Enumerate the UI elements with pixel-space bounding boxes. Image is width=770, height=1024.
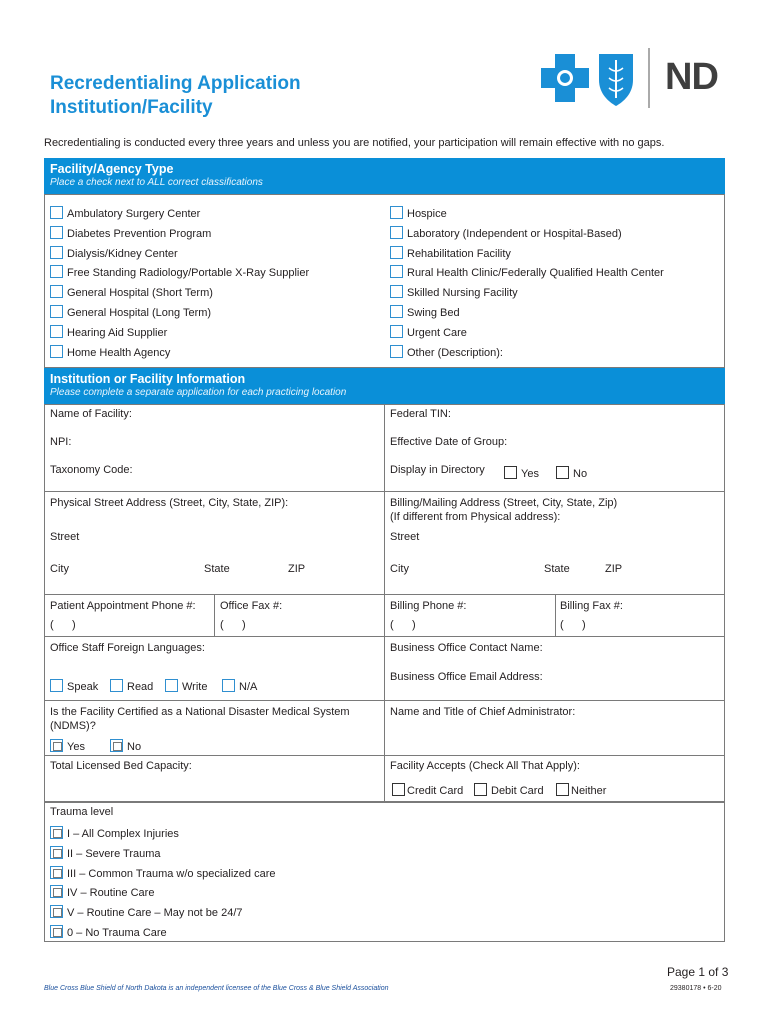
- physical-address-label: Physical Street Address (Street, City, State, ZIP):: [50, 497, 289, 509]
- institution-header: [44, 368, 725, 404]
- footer-code: 29380178 • 6-20: [670, 985, 722, 992]
- center-divider: [384, 404, 385, 802]
- trauma-level-option[interactable]: I – All Complex Injuries: [50, 826, 179, 840]
- office-fax-label: Office Fax #:: [220, 600, 283, 612]
- facility-accepts-label: Facility Accepts (Check All That Apply):: [390, 760, 580, 772]
- page-title: [50, 72, 301, 120]
- physical-zip-label: ZIP: [288, 563, 306, 575]
- chief-admin-label: Name and Title of Chief Administrator:: [390, 706, 576, 718]
- trauma-level-option[interactable]: IV – Routine Care: [50, 885, 154, 899]
- row-divider-1: [44, 491, 725, 492]
- facility-type-option[interactable]: Ambulatory Surgery Center: [50, 206, 200, 220]
- bcbs-logo: [541, 46, 731, 110]
- billing-city-label: City: [390, 563, 409, 575]
- patient-phone-paren: ( ): [50, 619, 76, 631]
- lang-write[interactable]: Write: [165, 679, 207, 693]
- checkbox[interactable]: [392, 783, 405, 796]
- trauma-level-option[interactable]: III – Common Trauma w/o specialized care: [50, 866, 275, 880]
- row-divider-5: [44, 755, 725, 756]
- checkbox[interactable]: [50, 206, 63, 219]
- trauma-level-option[interactable]: 0 – No Trauma Care: [50, 925, 167, 939]
- checkbox[interactable]: [50, 305, 63, 318]
- checkbox[interactable]: [110, 739, 123, 752]
- intro-text: Recredentialing is conducted every three years and unless you are notified, your participation will remain effective with no gaps.: [44, 137, 665, 149]
- phone-divider-right: [555, 594, 556, 636]
- ndms-no[interactable]: No: [110, 739, 141, 753]
- physical-city-label: City: [50, 563, 69, 575]
- institution-heading: Institution or Facility Information: [50, 372, 246, 386]
- facility-type-option[interactable]: Laboratory (Independent or Hospital-Based): [390, 226, 622, 240]
- facility-type-option[interactable]: Free Standing Radiology/Portable X-Ray Supplier: [50, 265, 309, 279]
- facility-type-option[interactable]: Dialysis/Kidney Center: [50, 246, 178, 260]
- display-directory-yes[interactable]: Yes: [504, 466, 539, 480]
- facility-type-option[interactable]: General Hospital (Long Term): [50, 305, 211, 319]
- billing-phone-paren: ( ): [390, 619, 416, 631]
- facility-type-option[interactable]: Other (Description):: [390, 345, 503, 359]
- checkbox[interactable]: [50, 345, 63, 358]
- checkbox[interactable]: [165, 679, 178, 692]
- checkbox[interactable]: [504, 466, 517, 479]
- display-directory-no[interactable]: No: [556, 466, 587, 480]
- facility-type-box: [44, 194, 725, 368]
- business-email-label: Business Office Email Address:: [390, 671, 543, 683]
- title-line-2: Institution/Facility: [50, 97, 213, 118]
- checkbox[interactable]: [556, 783, 569, 796]
- row-divider-2: [44, 594, 725, 595]
- bed-capacity-label: Total Licensed Bed Capacity:: [50, 760, 192, 772]
- ndms-yes[interactable]: Yes: [50, 739, 85, 753]
- billing-phone-label: Billing Phone #:: [390, 600, 467, 612]
- checkbox[interactable]: [50, 265, 63, 278]
- checkbox[interactable]: [110, 679, 123, 692]
- title-line-1: Recredentialing Application: [50, 73, 301, 94]
- physical-street-label: Street: [50, 531, 80, 543]
- accepts-credit-card[interactable]: Credit Card: [392, 783, 463, 797]
- effective-date-label: Effective Date of Group:: [390, 436, 508, 448]
- facility-type-header: [44, 158, 725, 194]
- billing-street-label: Street: [390, 531, 420, 543]
- facility-type-option[interactable]: Hearing Aid Supplier: [50, 325, 167, 339]
- billing-fax-label: Billing Fax #:: [560, 600, 623, 612]
- cross-shield-icon: [541, 46, 661, 110]
- checkbox[interactable]: [50, 226, 63, 239]
- checkbox[interactable]: [50, 679, 63, 692]
- phone-divider-left: [214, 594, 215, 636]
- facility-type-option[interactable]: Rural Health Clinic/Federally Qualified Health Center: [390, 265, 664, 279]
- checkbox[interactable]: [390, 226, 403, 239]
- taxonomy-label: Taxonomy Code:: [50, 464, 133, 476]
- checkbox[interactable]: [50, 925, 63, 938]
- billing-address-label-1: Billing/Mailing Address (Street, City, State, Zip): [390, 497, 618, 509]
- accepts-debit-card[interactable]: Debit Card: [474, 783, 544, 797]
- checkbox[interactable]: [390, 246, 403, 259]
- facility-type-option[interactable]: Skilled Nursing Facility: [390, 285, 518, 299]
- facility-type-option[interactable]: Home Health Agency: [50, 345, 170, 359]
- patient-phone-label: Patient Appointment Phone #:: [50, 600, 196, 612]
- checkbox[interactable]: [50, 866, 63, 879]
- business-contact-label: Business Office Contact Name:: [390, 642, 543, 654]
- facility-type-option[interactable]: Swing Bed: [390, 305, 460, 319]
- institution-subheading: Please complete a separate application for each practicing location: [50, 387, 347, 398]
- office-fax-paren: ( ): [220, 619, 246, 631]
- checkbox[interactable]: [390, 285, 403, 298]
- facility-type-heading: Facility/Agency Type: [50, 162, 174, 176]
- checkbox[interactable]: [50, 826, 63, 839]
- billing-zip-label: ZIP: [605, 563, 623, 575]
- accepts-neither[interactable]: Neither: [556, 783, 606, 797]
- physical-state-label: State: [204, 563, 230, 575]
- facility-type-option[interactable]: Urgent Care: [390, 325, 467, 339]
- facility-type-subheading: Place a check next to ALL correct classifications: [50, 177, 263, 188]
- checkbox[interactable]: [390, 305, 403, 318]
- checkbox[interactable]: [474, 783, 487, 796]
- checkbox[interactable]: [50, 885, 63, 898]
- checkbox[interactable]: [390, 206, 403, 219]
- checkbox[interactable]: [390, 265, 403, 278]
- row-divider-3: [44, 636, 725, 637]
- facility-type-option[interactable]: Rehabilitation Facility: [390, 246, 511, 260]
- display-directory-label: Display in Directory: [390, 464, 485, 476]
- lang-read[interactable]: Read: [110, 679, 153, 693]
- checkbox[interactable]: [50, 846, 63, 859]
- billing-state-label: State: [544, 563, 570, 575]
- trauma-level-option[interactable]: V – Routine Care – May not be 24/7: [50, 905, 243, 919]
- checkbox[interactable]: [390, 325, 403, 338]
- foreign-languages-label: Office Staff Foreign Languages:: [50, 642, 205, 654]
- facility-type-option[interactable]: General Hospital (Short Term): [50, 285, 213, 299]
- billing-address-label-2: (If different from Physical address):: [390, 511, 561, 523]
- facility-type-option[interactable]: Diabetes Prevention Program: [50, 226, 211, 240]
- trauma-heading: Trauma level: [50, 806, 114, 818]
- checkbox[interactable]: [556, 466, 569, 479]
- lang-speak[interactable]: Speak: [50, 679, 98, 693]
- checkbox[interactable]: [50, 285, 63, 298]
- npi-label: NPI:: [50, 436, 72, 448]
- name-of-facility-label: Name of Facility:: [50, 408, 132, 420]
- lang-na[interactable]: N/A: [222, 679, 257, 693]
- logo-nd-text: ND: [665, 56, 718, 98]
- ndms-question-line-2: (NDMS)?: [50, 720, 96, 732]
- federal-tin-label: Federal TIN:: [390, 408, 451, 420]
- checkbox[interactable]: [50, 905, 63, 918]
- footer-note: Blue Cross Blue Shield of North Dakota is an independent licensee of the Blue Cross & Blue Shield Association: [44, 985, 389, 992]
- ndms-question-line-1: Is the Facility Certified as a National Disaster Medical System: [50, 706, 350, 718]
- checkbox[interactable]: [222, 679, 235, 692]
- page-number: Page 1 of 3: [667, 965, 729, 979]
- trauma-level-option[interactable]: II – Severe Trauma: [50, 846, 161, 860]
- checkbox[interactable]: [50, 325, 63, 338]
- checkbox[interactable]: [50, 246, 63, 259]
- row-divider-4: [44, 700, 725, 701]
- checkbox[interactable]: [390, 345, 403, 358]
- billing-fax-paren: ( ): [560, 619, 586, 631]
- facility-type-option[interactable]: Hospice: [390, 206, 447, 220]
- checkbox[interactable]: [50, 739, 63, 752]
